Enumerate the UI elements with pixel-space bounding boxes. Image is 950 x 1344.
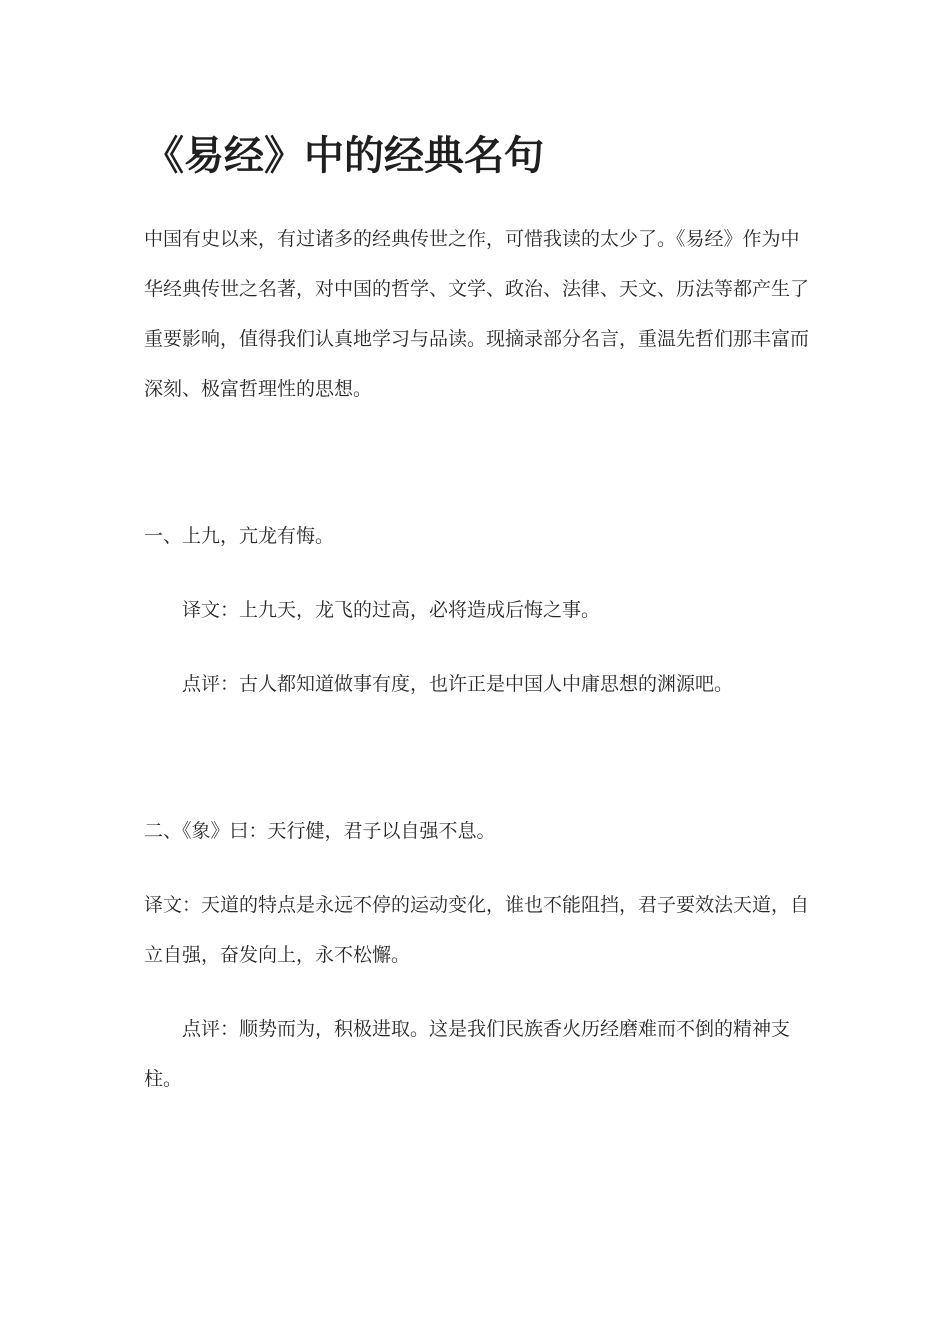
section-2-comment: 点评：顺势而为，积极进取。这是我们民族香火历经磨难而不倒的精神支柱。: [144, 1018, 791, 1090]
section-2-heading: 二、《象》曰：天行健，君子以自强不息。: [144, 820, 496, 842]
intro-paragraph: 中国有史以来，有过诸多的经典传世之作，可惜我读的太少了。《易经》作为中华经典传世之名著，对中国的哲学、文学、政治、法律、天文、历法等都产生了重要影响，值得我们认真地学习与品读。现摘录部分名言，重温先哲们那丰富而深刻、极富哲理性的思想。: [144, 228, 810, 400]
section-1-comment: 点评：古人都知道做事有度，也许正是中国人中庸思想的渊源吧。: [182, 673, 734, 695]
section-2-translation: 译文：天道的特点是永远不停的运动变化，谁也不能阻挡，君子要效法天道，自立自强，奋发向上，永不松懈。: [144, 894, 810, 966]
section-1-translation: 译文：上九天，龙飞的过高，必将造成后悔之事。: [182, 599, 601, 621]
document-title: 《易经》中的经典名句: [144, 133, 544, 179]
section-1-heading: 一、上九，亢龙有悔。: [144, 525, 335, 547]
